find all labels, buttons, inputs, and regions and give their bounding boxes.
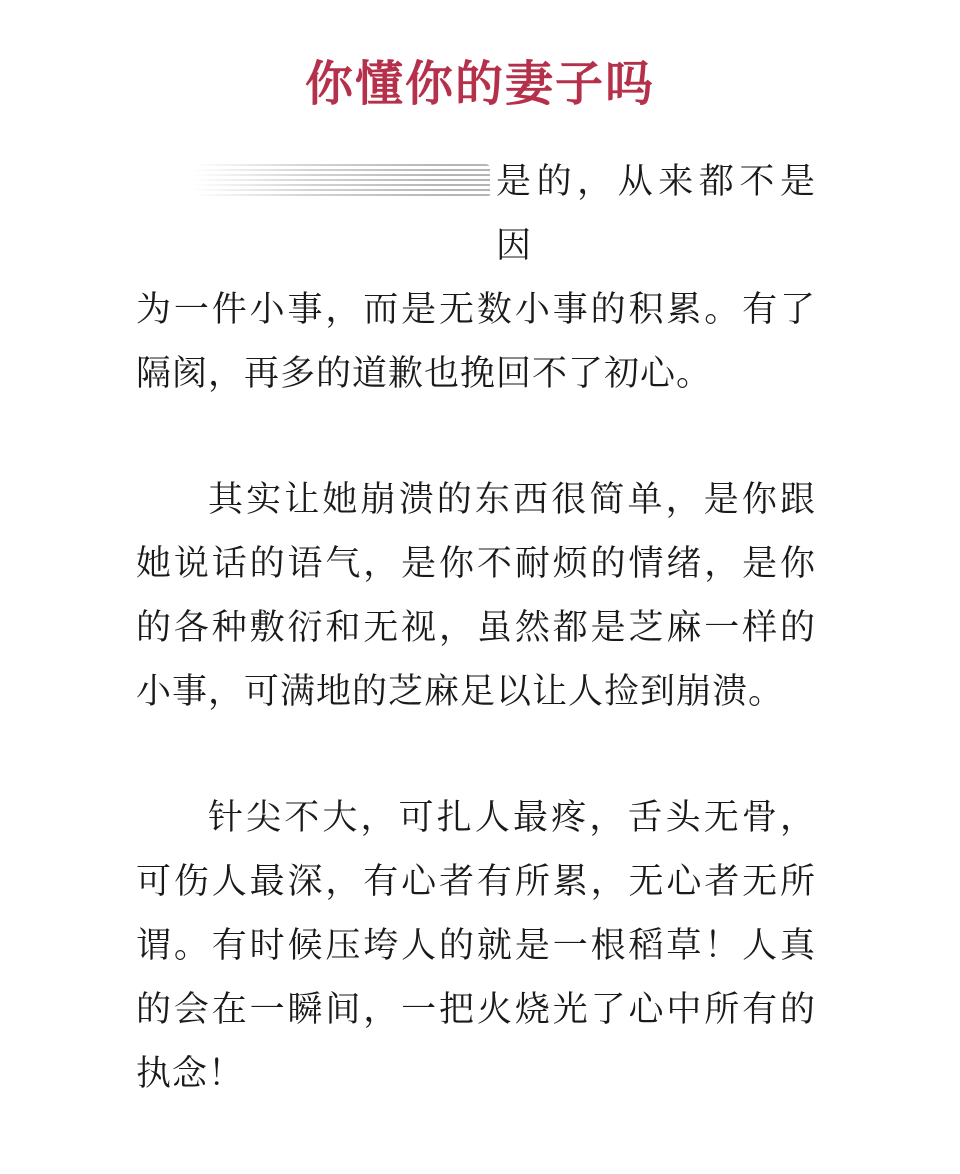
paragraph-1 [136, 150, 816, 406]
paragraph-3: 针尖不大，可扎人最疼，舌头无骨，可伤人最深，有心者有所累，无心者无所谓。有时候压垮人的就是一根稻草！人真的会在一瞬间，一把火烧光了心中所有的执念！ [136, 798, 816, 1094]
paragraph-1-first-text: 是的，从来都不是因 [496, 162, 816, 266]
paragraph-1-rest: 为一件小事，而是无数小事的积累。有了隔阂，再多的道歉也挽回不了初心。 [136, 290, 816, 394]
article-title: 你懂你的妻子吗 [304, 56, 655, 112]
paragraph-1-first-line [136, 150, 816, 278]
article-body [136, 150, 816, 1106]
redaction-smudge [192, 164, 490, 198]
paragraph-2: 其实让她崩溃的东西很简单，是你跟她说话的语气，是你不耐烦的情绪，是你的各种敷衍和无视，虽然都是芝麻一样的小事，可满地的芝麻足以让人捡到崩溃。 [136, 480, 816, 712]
